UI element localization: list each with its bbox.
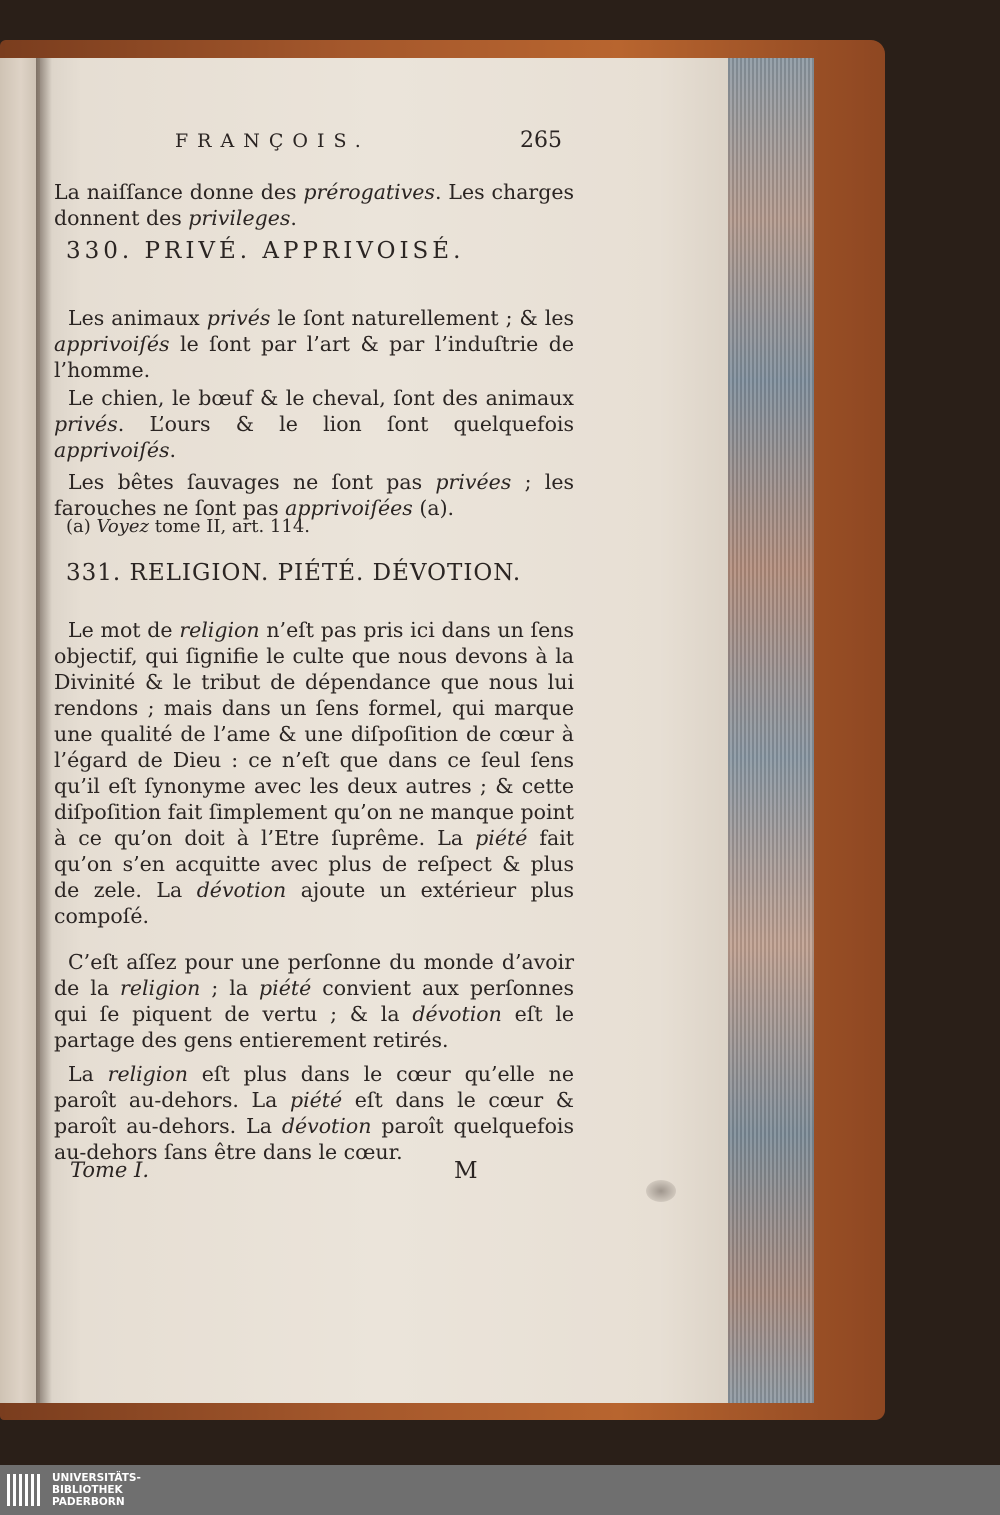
paragraph-prerogatives: La naiſſance donne des prérogatives. Les charges donnent des privileges. xyxy=(54,179,574,230)
paragraph-betes: Les bêtes ſauvages ne ſont pas privées ; les farouches ne ſont pas apprivoiſées (a). xyxy=(54,469,574,520)
paragraph-animaux: Les animaux privés le ſont naturellement ; & les apprivoiſés le ſont par l’art & par l’induſtrie de l’homme. xyxy=(54,305,574,382)
page-number: 265 xyxy=(520,128,562,153)
library-name: UNIVERSITÄTS- BIBLIOTHEK PADERBORN xyxy=(52,1472,141,1508)
library-footer xyxy=(0,1465,1000,1515)
heading-331: 331. RELIGION. PIÉTÉ. DÉVOTION. xyxy=(66,560,522,586)
book-page xyxy=(40,58,728,1403)
paragraph-coeur: La religion eſt plus dans le cœur qu’elle ne paroît au-dehors. La piété eſt dans le cœur & paroît au-dehors. La dévotion paroît quelquefois au-dehors ſans être dans le cœur. xyxy=(54,1061,575,1164)
library-logo-icon xyxy=(6,1473,42,1507)
signature-mark: M xyxy=(454,1158,478,1184)
running-head: FRANÇOIS. xyxy=(175,130,370,152)
paragraph-monde: C’eſt aſſez pour une perſonne du monde d’avoir de la religion ; la piété convient aux perſonnes qui ſe piquent de vertu ; & la dévotion eſt le partage des gens entierement retirés. xyxy=(54,949,575,1052)
paragraph-chien: Le chien, le bœuf & le cheval, ſont des animaux privés. L’ours & le lion ſont quelquefois apprivoiſés. xyxy=(54,385,574,462)
paragraph-religion-definition: Le mot de religion n’eſt pas pris ici dans un ſens objectif, qui ſignifie le culte que nous devons à la Divinité & le tribut de dépendance que nous lui rendons ; mais dans un ſens formel, qui marque une qualité de l’ame & une diſpoſition de cœur à l’égard de Dieu : ce n’eſt que dans ce ſeul ſens qu’il eſt ſynonyme avec les deux autres ; & cette diſpoſition fait ſimplement qu’on ne manque point à ce qu’on doit à l’Etre ſuprême. La piété fait qu’on s’en acquitte avec plus de reſpect & plus de zele. La dévotion ajoute un extérieur plus compoſé. xyxy=(54,617,575,928)
paper-stain xyxy=(646,1180,676,1202)
heading-330: 330. PRIVÉ. APPRIVOISÉ. xyxy=(66,238,465,264)
page-stack-edges xyxy=(718,58,814,1403)
gutter-shadow xyxy=(36,58,52,1403)
footnote: (a) Voyez tome II, art. 114. xyxy=(66,516,310,537)
signature-volume: Tome I. xyxy=(70,1158,150,1182)
